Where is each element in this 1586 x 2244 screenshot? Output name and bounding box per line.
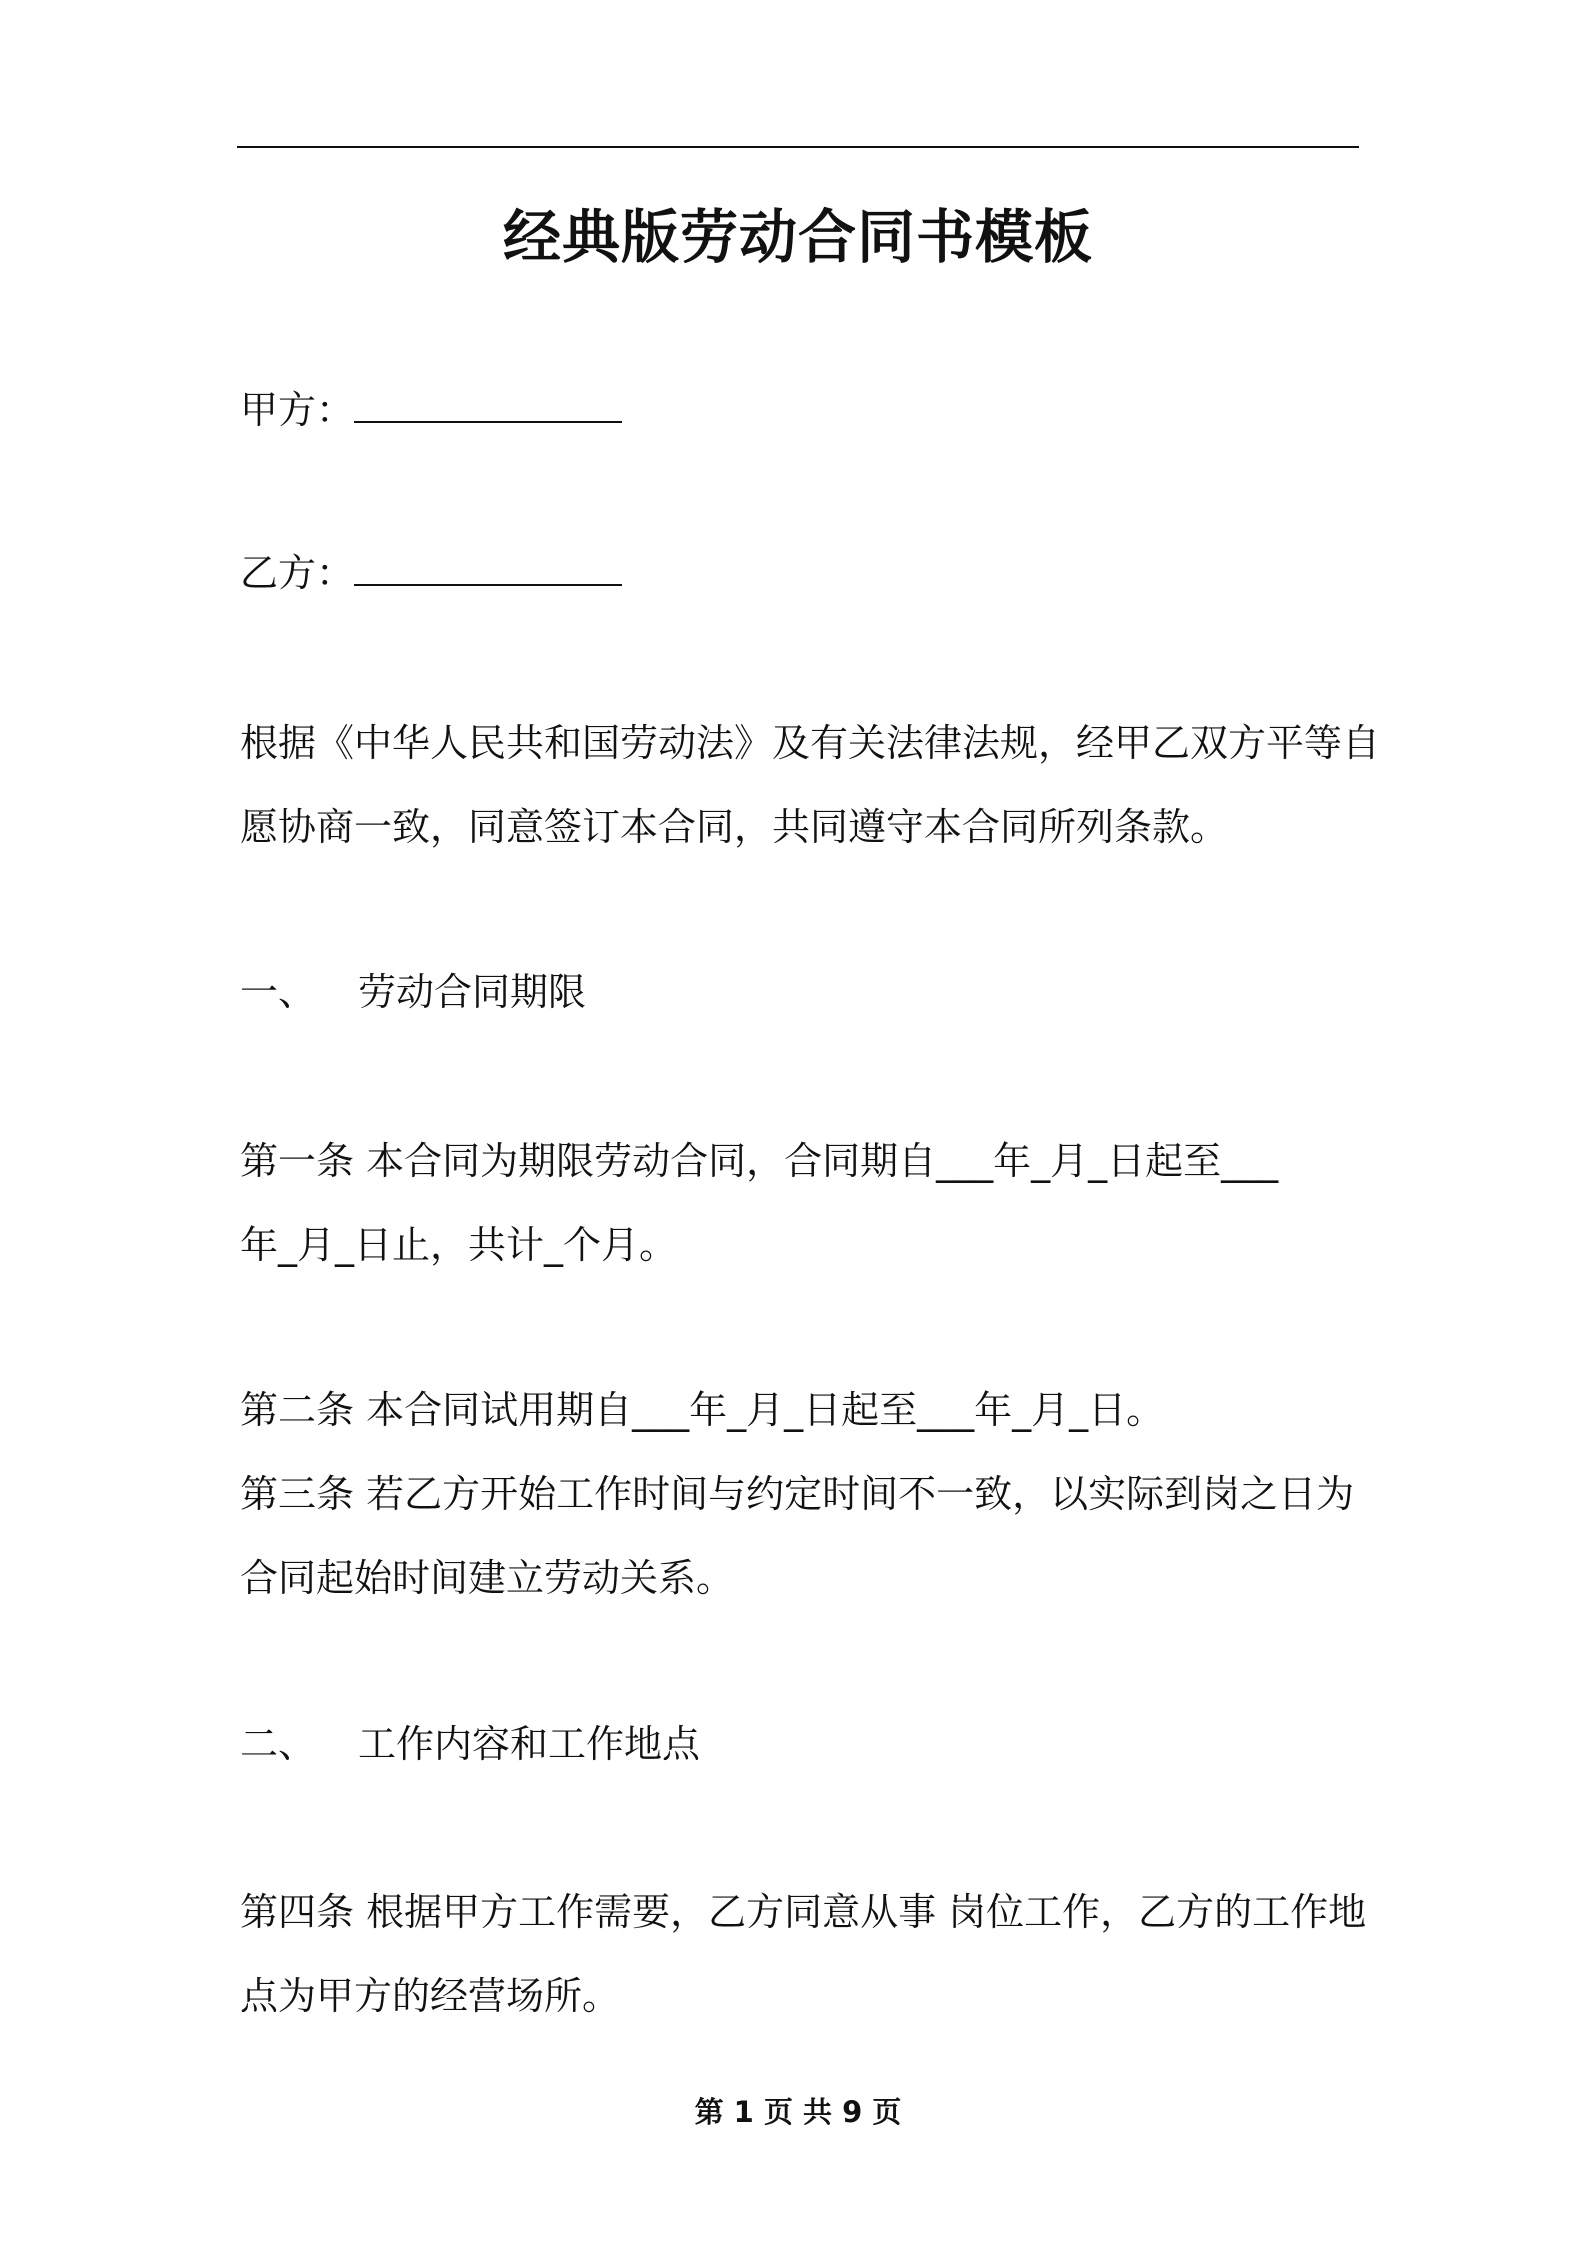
- section-2-heading: [240, 1717, 700, 1771]
- article-1-line-2: 年_月_日止，共计_个月。: [240, 1223, 678, 1267]
- header-rule: [237, 146, 1359, 148]
- section-2-title: 工作内容和工作地点: [358, 1722, 701, 1766]
- party-a-label: 甲方：: [240, 388, 355, 432]
- party-b-blank: [354, 550, 622, 586]
- party-a-blank: [354, 387, 622, 423]
- party-b-line: [240, 546, 622, 600]
- article-2-line-1: 第二条 本合同试用期自___年_月_日起至___年_月_日。: [240, 1388, 1165, 1432]
- article-3-line-2: 合同起始时间建立劳动关系。: [240, 1556, 735, 1600]
- article-4-line-1: 第四条 根据甲方工作需要，乙方同意从事 岗位工作，乙方的工作地: [240, 1890, 1367, 1934]
- page-footer: 第 1 页 共 9 页: [694, 2095, 902, 2129]
- document-title: 经典版劳动合同书模板: [502, 203, 1093, 271]
- intro-line-1: 根据《中华人民共和国劳动法》及有关法律法规，经甲乙双方平等自: [240, 721, 1381, 765]
- section-1-heading: [240, 965, 586, 1019]
- section-2-number: 二、: [240, 1722, 317, 1766]
- article-4-line-2: 点为甲方的经营场所。: [240, 1974, 621, 2018]
- article-1-line-1: 第一条 本合同为期限劳动合同，合同期自___年_月_日起至___: [240, 1139, 1279, 1183]
- section-1-title: 劳动合同期限: [358, 970, 587, 1014]
- party-a-line: [240, 383, 622, 437]
- article-3-line-1: 第三条 若乙方开始工作时间与约定时间不一致，以实际到岗之日为: [240, 1472, 1355, 1516]
- party-b-label: 乙方：: [240, 551, 355, 595]
- intro-line-2: 愿协商一致，同意签订本合同，共同遵守本合同所列条款。: [240, 805, 1229, 849]
- section-1-number: 一、: [240, 970, 317, 1014]
